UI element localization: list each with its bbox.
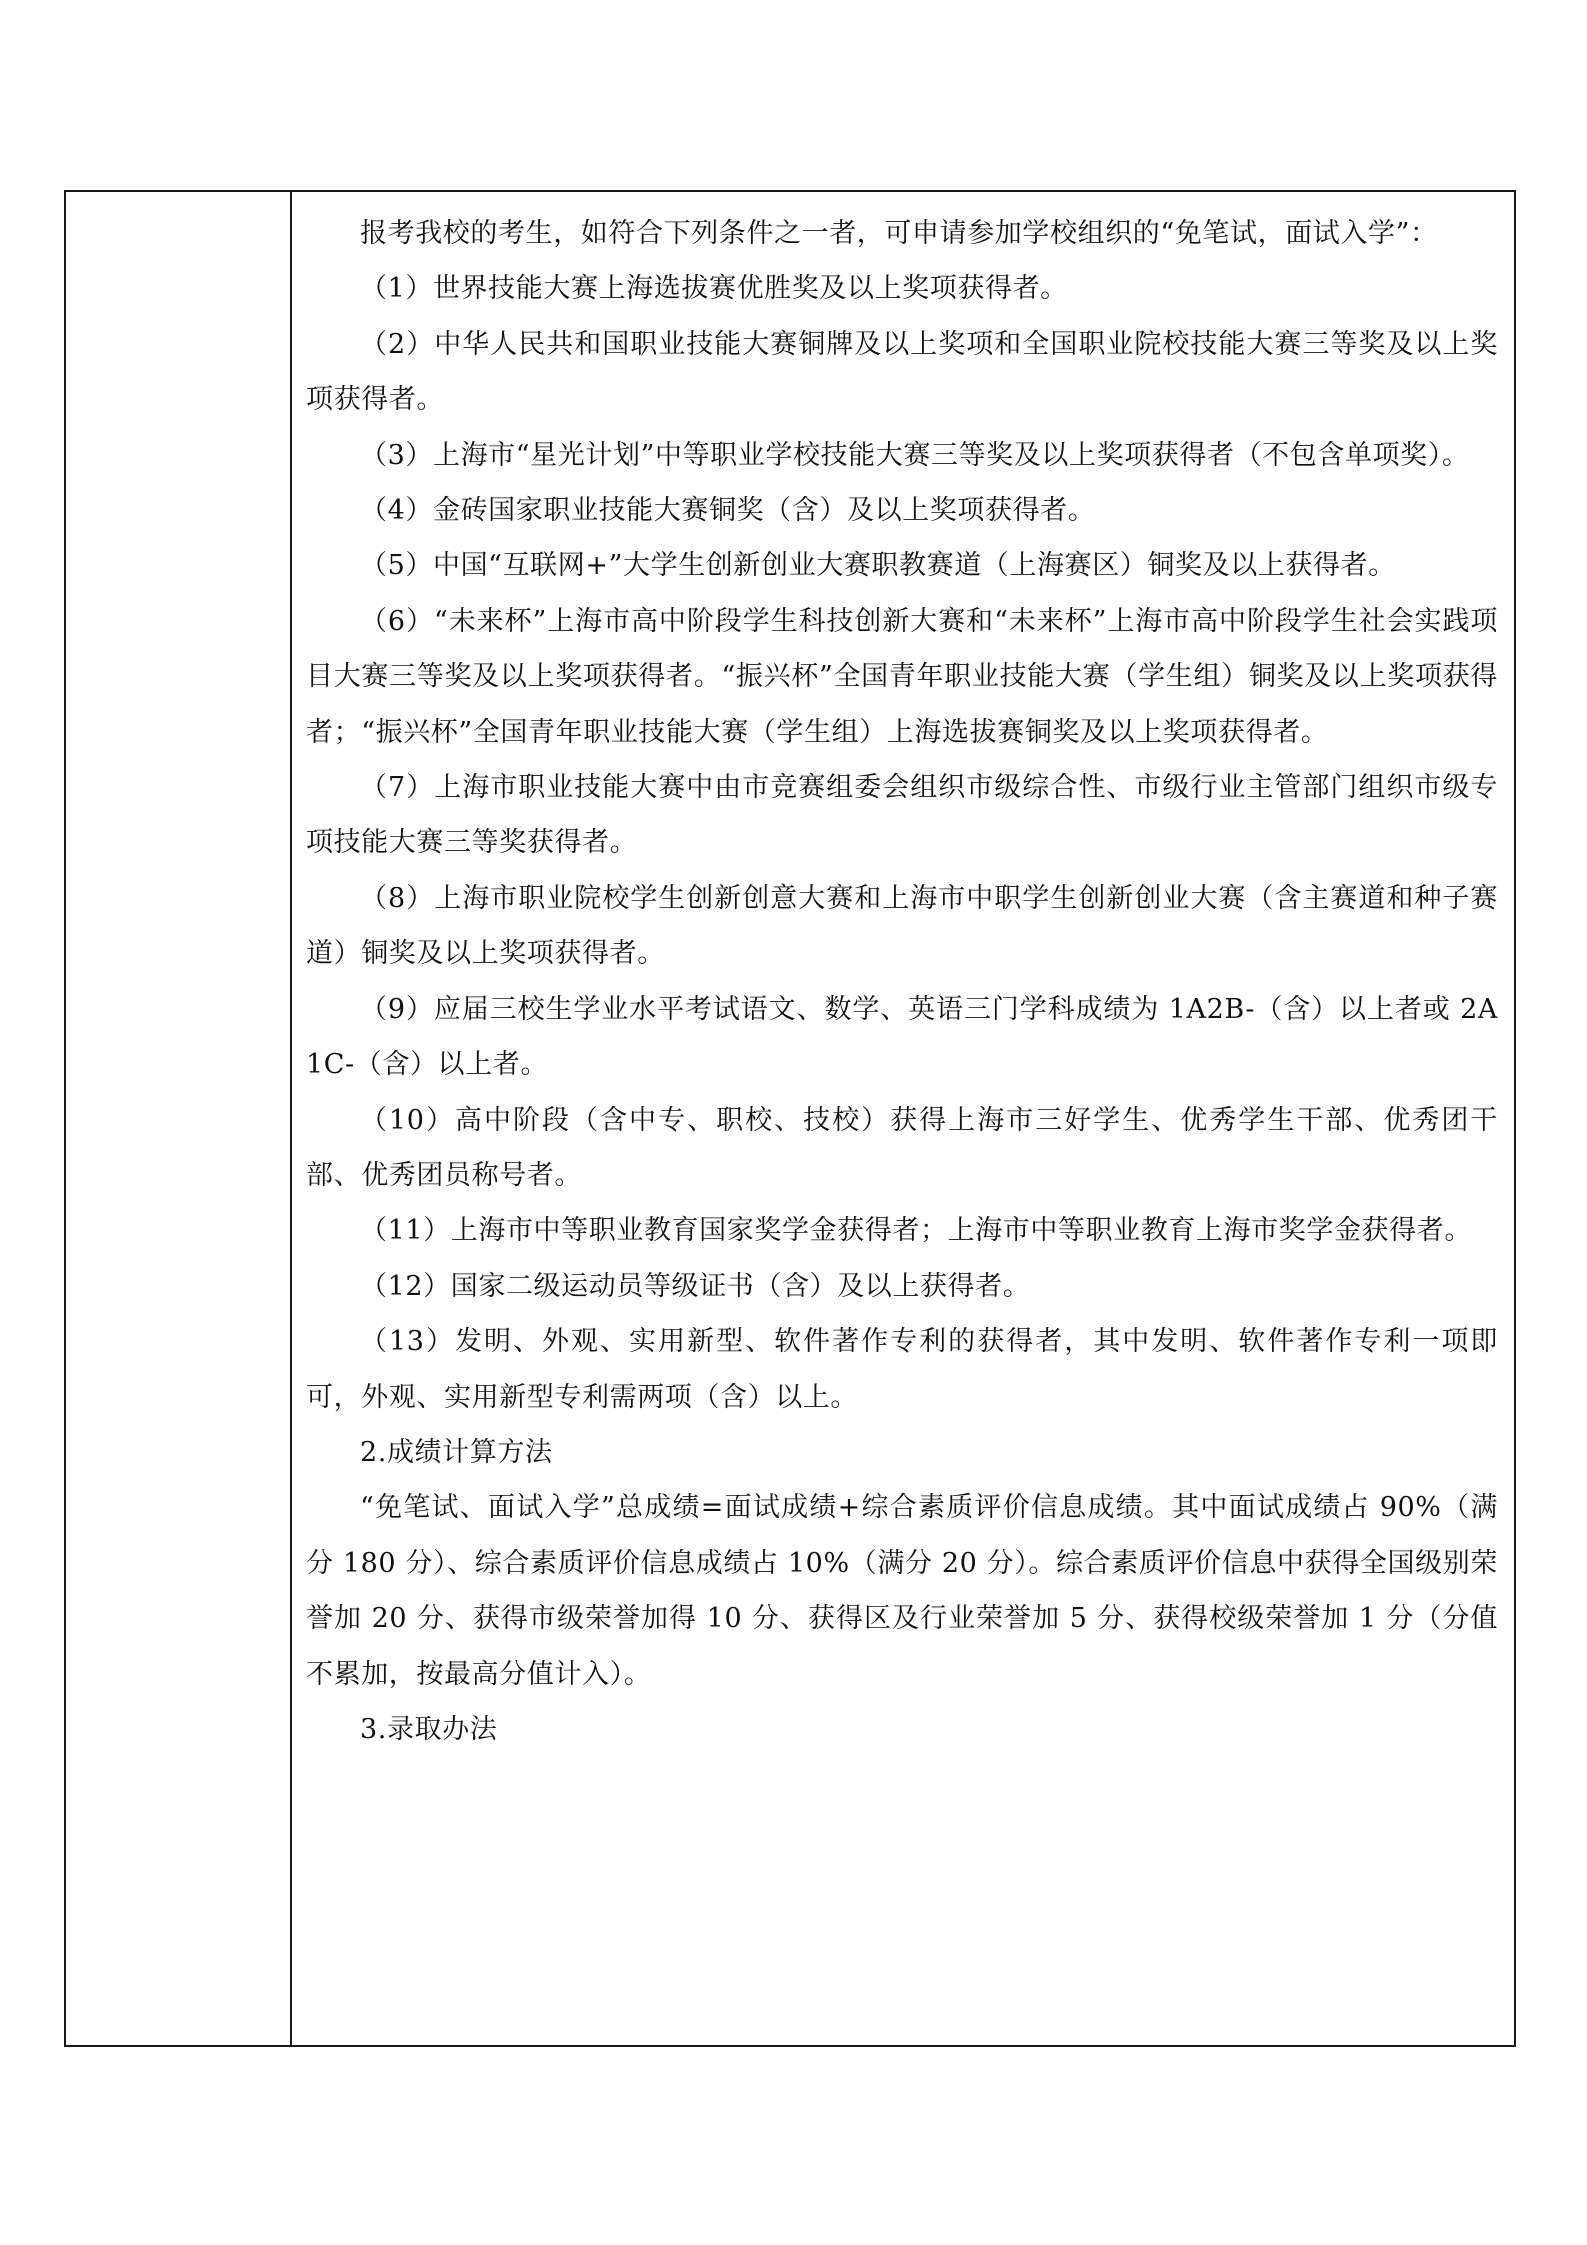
score-calculation-paragraph: “免笔试、面试入学”总成绩=面试成绩+综合素质评价信息成绩。其中面试成绩占 90%（满分 180 分）、综合素质评价信息成绩占 10%（满分 20 分）。综合素质评价信息中获得全国级别荣誉加 20 分、获得市级荣誉加得 10 分、获得区及行业荣誉加 5 分、获得校级荣誉加 1 分（分值不累加，按最高分值计入）。 [306, 1492, 1498, 1690]
intro-paragraph: 报考我校的考生，如符合下列条件之一者，可申请参加学校组织的“免笔试，面试入学”： [360, 218, 1438, 249]
condition-3: （3）上海市“星光计划”中等职业学校技能大赛三等奖及以上奖项获得者（不包含单项奖）。 [360, 439, 1470, 471]
condition-10: （10）高中阶段（含中专、职校、技校）获得上海市三好学生、优秀学生干部、优秀团干部、优秀团员称号者。 [306, 1104, 1498, 1191]
condition-1: （1）世界技能大赛上海选拔赛优胜奖及以上奖项获得者。 [360, 273, 1068, 305]
condition-5: （5）中国“互联网+”大学生创新创业大赛职教赛道（上海赛区）铜奖及以上获得者。 [360, 550, 1396, 582]
document-table [64, 190, 1516, 2047]
table-content-cell [292, 192, 1514, 2045]
condition-8: （8）上海市职业院校学生创新创意大赛和上海市中职学生创新创业大赛（含主赛道和种子赛道）铜奖及以上奖项获得者。 [306, 882, 1498, 970]
condition-9: （9）应届三校生学业水平考试语文、数学、英语三门学科成绩为 1A2B-（含）以上者或 2A1C-（含）以上者。 [306, 993, 1498, 1081]
table-left-cell [66, 192, 292, 2045]
condition-2: （2）中华人民共和国职业技能大赛铜牌及以上奖项和全国职业院校技能大赛三等奖及以上奖项获得者。 [306, 328, 1498, 416]
section-heading-score-calculation: 2.成绩计算方法 [360, 1436, 553, 1468]
condition-4: （4）金砖国家职业技能大赛铜奖（含）及以上奖项获得者。 [360, 495, 1096, 527]
condition-12: （12）国家二级运动员等级证书（含）及以上获得者。 [360, 1270, 1031, 1302]
condition-7: （7）上海市职业技能大赛中由市竞赛组委会组织市级综合性、市级行业主管部门组织市级专项技能大赛三等奖获得者。 [306, 772, 1498, 859]
condition-13: （13）发明、外观、实用新型、软件著作专利的获得者，其中发明、软件著作专利一项即可，外观、实用新型专利需两项（含）以上。 [306, 1326, 1498, 1413]
section-heading-admission-method: 3.录取办法 [360, 1713, 498, 1745]
condition-11: （11）上海市中等职业教育国家奖学金获得者；上海市中等职业教育上海市奖学金获得者。 [360, 1215, 1472, 1247]
condition-6: （6）“未来杯”上海市高中阶段学生科技创新大赛和“未来杯”上海市高中阶段学生社会实践项目大赛三等奖及以上奖项获得者。“振兴杯”全国青年职业技能大赛（学生组）铜奖及以上奖项获得者；“振兴杯”全国青年职业技能大赛（学生组）上海选拔赛铜奖及以上奖项获得者。 [306, 605, 1498, 748]
